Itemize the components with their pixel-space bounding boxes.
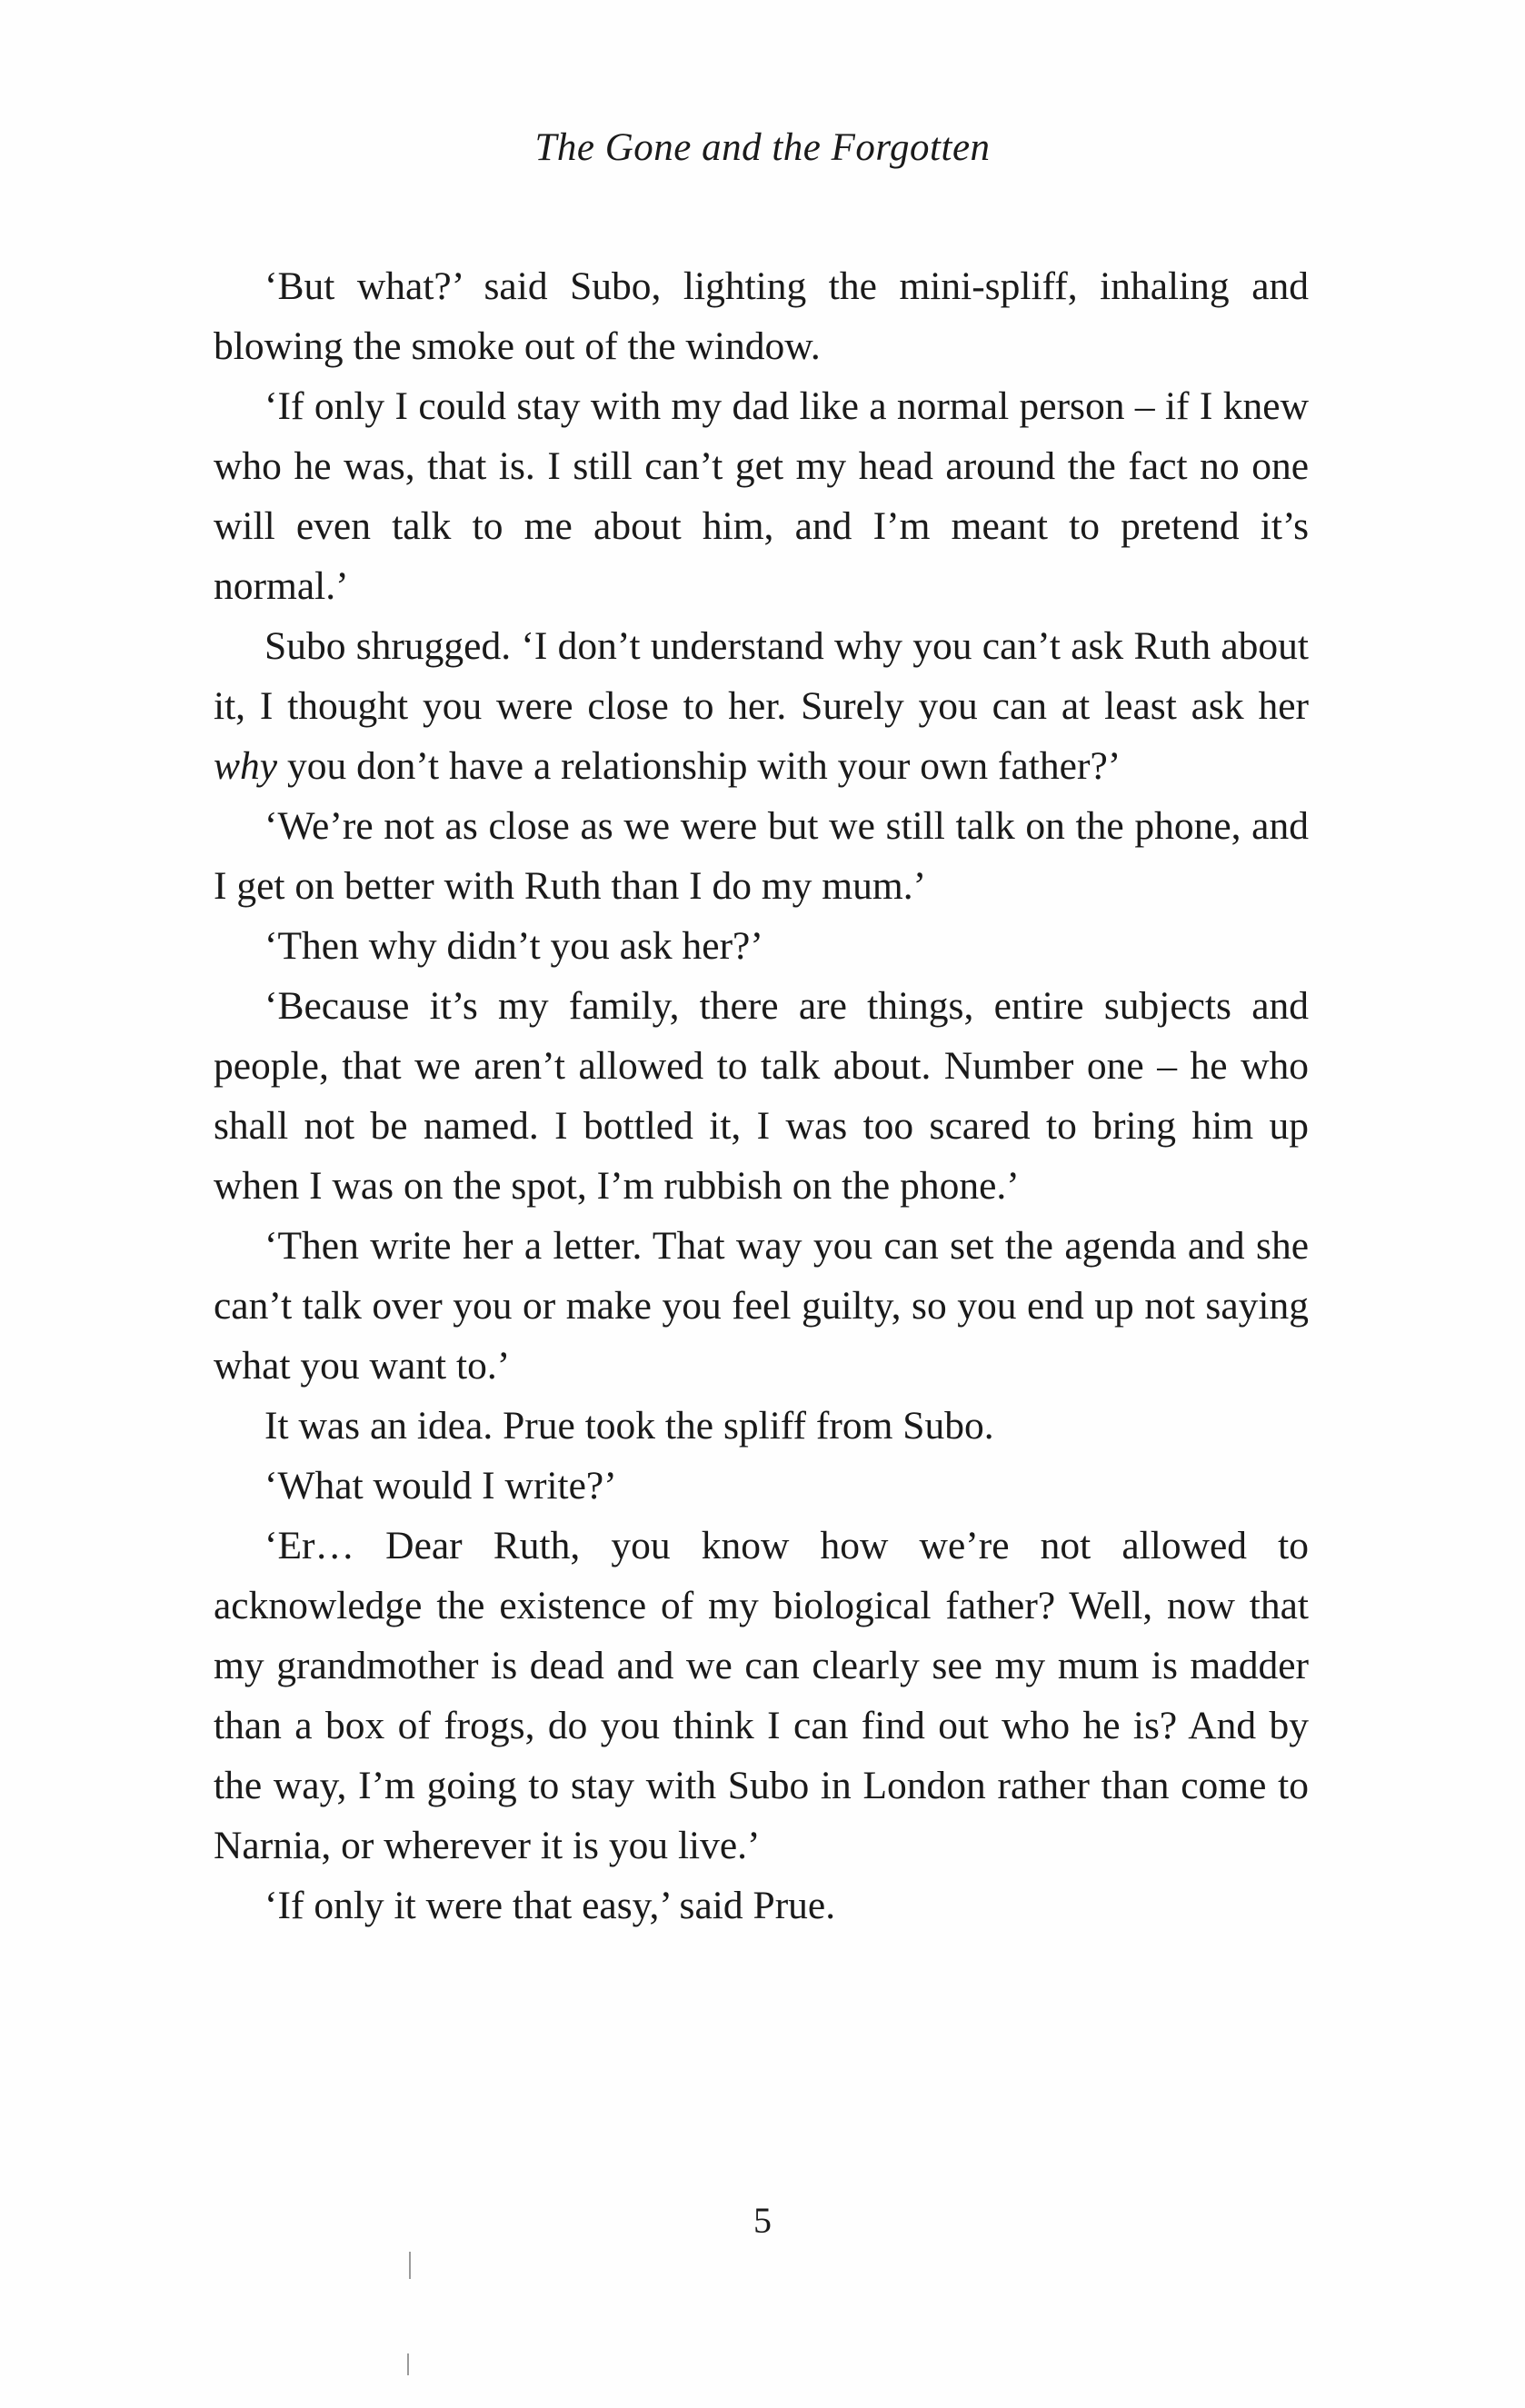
paragraph: [214, 1396, 1309, 1456]
paragraph-text: ‘What would I write?’: [264, 1464, 617, 1507]
paragraph-text: you don’t have a relationship with your own father?’: [277, 744, 1121, 788]
paragraph: [214, 1516, 1309, 1876]
paragraph-text: ‘Then write her a letter. That way you can set the agenda and she can’t talk over you or make you feel guilty, so you end up not saying what you want to.’: [214, 1224, 1309, 1388]
paragraph: [214, 916, 1309, 976]
paragraph: [214, 1876, 1309, 1935]
paragraph-text: ‘If only it were that easy,’ said Prue.: [264, 1884, 836, 1927]
body-text: [214, 256, 1309, 1935]
scan-mark: [409, 2252, 411, 2279]
running-head-title: The Gone and the Forgotten: [534, 126, 991, 169]
paragraph-text: ‘We’re not as close as we were but we still talk on the phone, and I get on better with Ruth than I do my mum.’: [214, 804, 1309, 908]
paragraph: [214, 616, 1309, 796]
paragraph-text: Subo shrugged. ‘I don’t understand why you can’t ask Ruth about it, I thought you were close to her. Surely you can at least ask her: [214, 624, 1309, 728]
paragraph: [214, 796, 1309, 916]
paragraph-text: ‘But what?’ said Subo, lighting the mini-spliff, inhaling and blowing the smoke out of the window.: [214, 264, 1309, 368]
page-number: 5: [753, 2200, 772, 2241]
paragraph-text: It was an idea. Prue took the spliff from Subo.: [264, 1404, 994, 1448]
paragraph: [214, 976, 1309, 1216]
italic-text: why: [214, 744, 278, 788]
scan-mark: [407, 2353, 409, 2375]
paragraph: [214, 1216, 1309, 1396]
paragraph-text: ‘Then why didn’t you ask her?’: [264, 924, 763, 968]
paragraph-text: ‘Because it’s my family, there are things, entire subjects and people, that we aren’t allowed to talk about. Number one – he who shall not be named. I bottled it, I was too scared to bring him up when I was on the spot, I’m rubbish on the phone.’: [214, 984, 1309, 1208]
paragraph: [214, 1456, 1309, 1516]
paragraph-text: ‘Er… Dear Ruth, you know how we’re not allowed to acknowledge the existence of my biological father? Well, now that my grandmother is dead and we can clearly see my mum is madder than a box of frogs, do you think I can find out who he is? And by the way, I’m going to stay with Subo in London rather than come to Narnia, or wherever it is you live.’: [214, 1524, 1309, 1867]
paragraph-text: ‘If only I could stay with my dad like a normal person – if I knew who he was, that is. I still can’t get my head around the fact no one will even talk to me about him, and I’m meant to pretend it’s normal.’: [214, 384, 1309, 608]
paragraph: [214, 376, 1309, 616]
paragraph: [214, 256, 1309, 376]
